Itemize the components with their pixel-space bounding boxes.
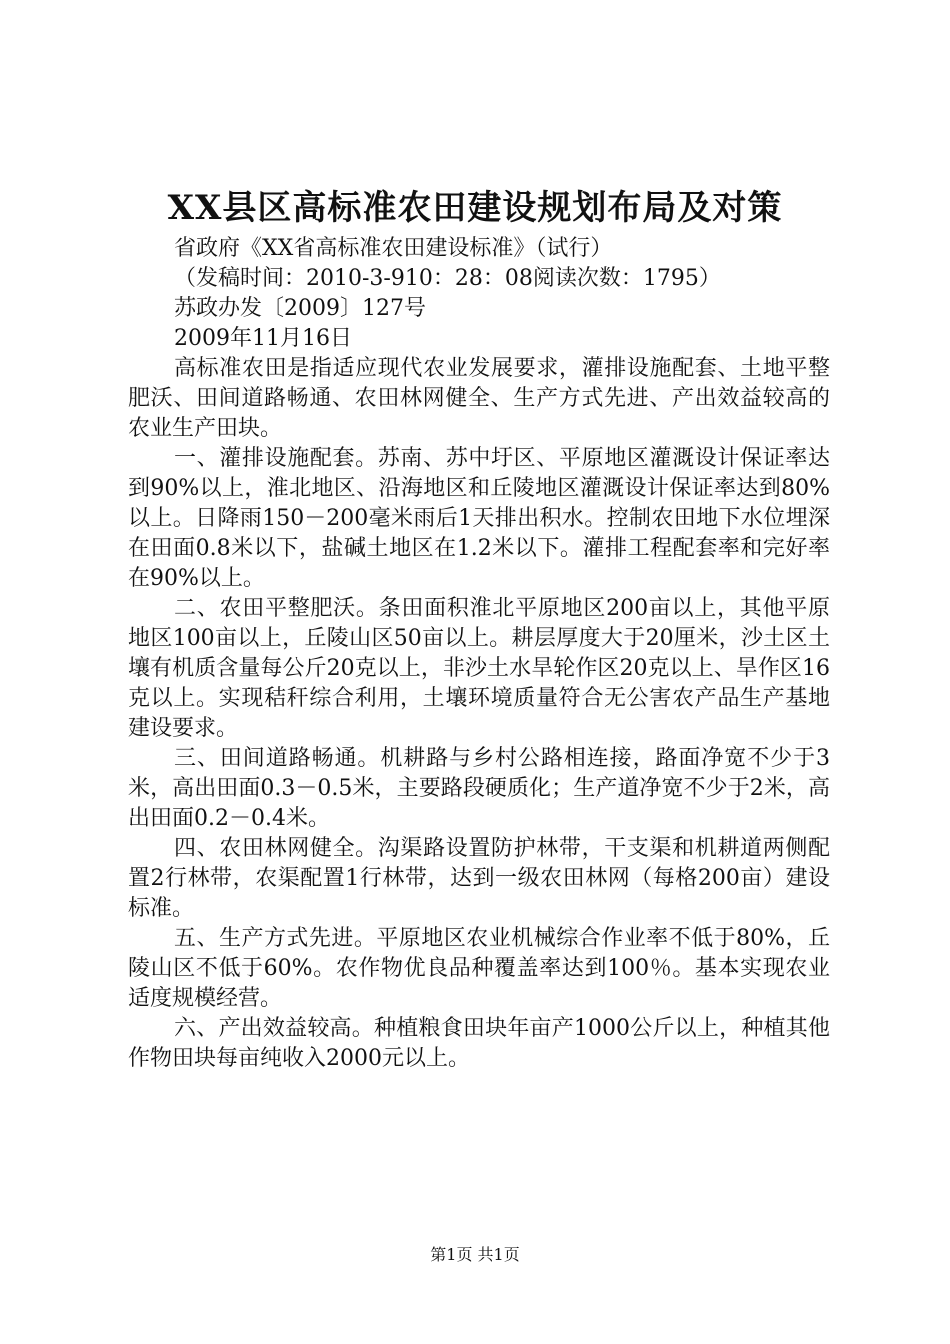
paragraph-irrigation: 一、灌排设施配套。苏南、苏中圩区、平原地区灌溉设计保证率达到90%以上，淮北地区、沿海地区和丘陵地区灌溉设计保证率达到80%以上。日降雨150－200毫米雨后1天排出积水。控制农田地下水位埋深在田面0.8米以下，盐碱土地区在1.2米以下。灌排工程配套率和完好率在90%以上。 (128, 446, 830, 591)
paragraph-land-leveling: 二、农田平整肥沃。条田面积淮北平原地区200亩以上，其他平原地区100亩以上，丘陵山区50亩以上。耕层厚度大于20厘米，沙土区土壤有机质含量每公斤20克以上，非沙土水旱轮作区20克以上、旱作区16克以上。实现秸秆综合利用，土壤环境质量符合无公害农产品生产基地建设要求。 (128, 596, 830, 741)
document-title: XX县区高标准农田建设规划布局及对策 (167, 188, 783, 228)
paragraph-shelterbelt: 四、农田林网健全。沟渠路设置防护林带，干支渠和机耕道两侧配置2行林带，农渠配置1行林带，达到一级农田林网（每格200亩）建设标准。 (128, 836, 830, 921)
paragraph-output-benefits: 六、产出效益较高。种植粮食田块年亩产1000公斤以上，种植其他作物田块每亩纯收入2000元以上。 (128, 1016, 830, 1071)
date-line: 2009年11月16日 (174, 326, 352, 351)
document-body (128, 234, 830, 1074)
page-footer: 第1页 共1页 (430, 1245, 520, 1264)
paragraph-production-methods: 五、生产方式先进。平原地区农业机械综合作业率不低于80%，丘陵山区不低于60%。农作物优良品种覆盖率达到100％。基本实现农业适度规模经营。 (128, 926, 830, 1011)
document-number-line: 苏政办发〔2009〕127号 (174, 296, 426, 321)
source-line: 省政府《XX省高标准农田建设标准》（试行） (174, 236, 613, 261)
paragraph-field-roads: 三、田间道路畅通。机耕路与乡村公路相连接，路面净宽不少于3米，高出田面0.3－0.5米，主要路段硬质化；生产道净宽不少于2米，高出田面0.2－0.4米。 (128, 746, 830, 831)
publish-info-line: （发稿时间：2010-3-910：28：08阅读次数：1795） (174, 266, 721, 291)
intro-paragraph: 高标准农田是指适应现代农业发展要求，灌排设施配套、土地平整肥沃、田间道路畅通、农田林网健全、生产方式先进、产出效益较高的农业生产田块。 (128, 356, 830, 441)
